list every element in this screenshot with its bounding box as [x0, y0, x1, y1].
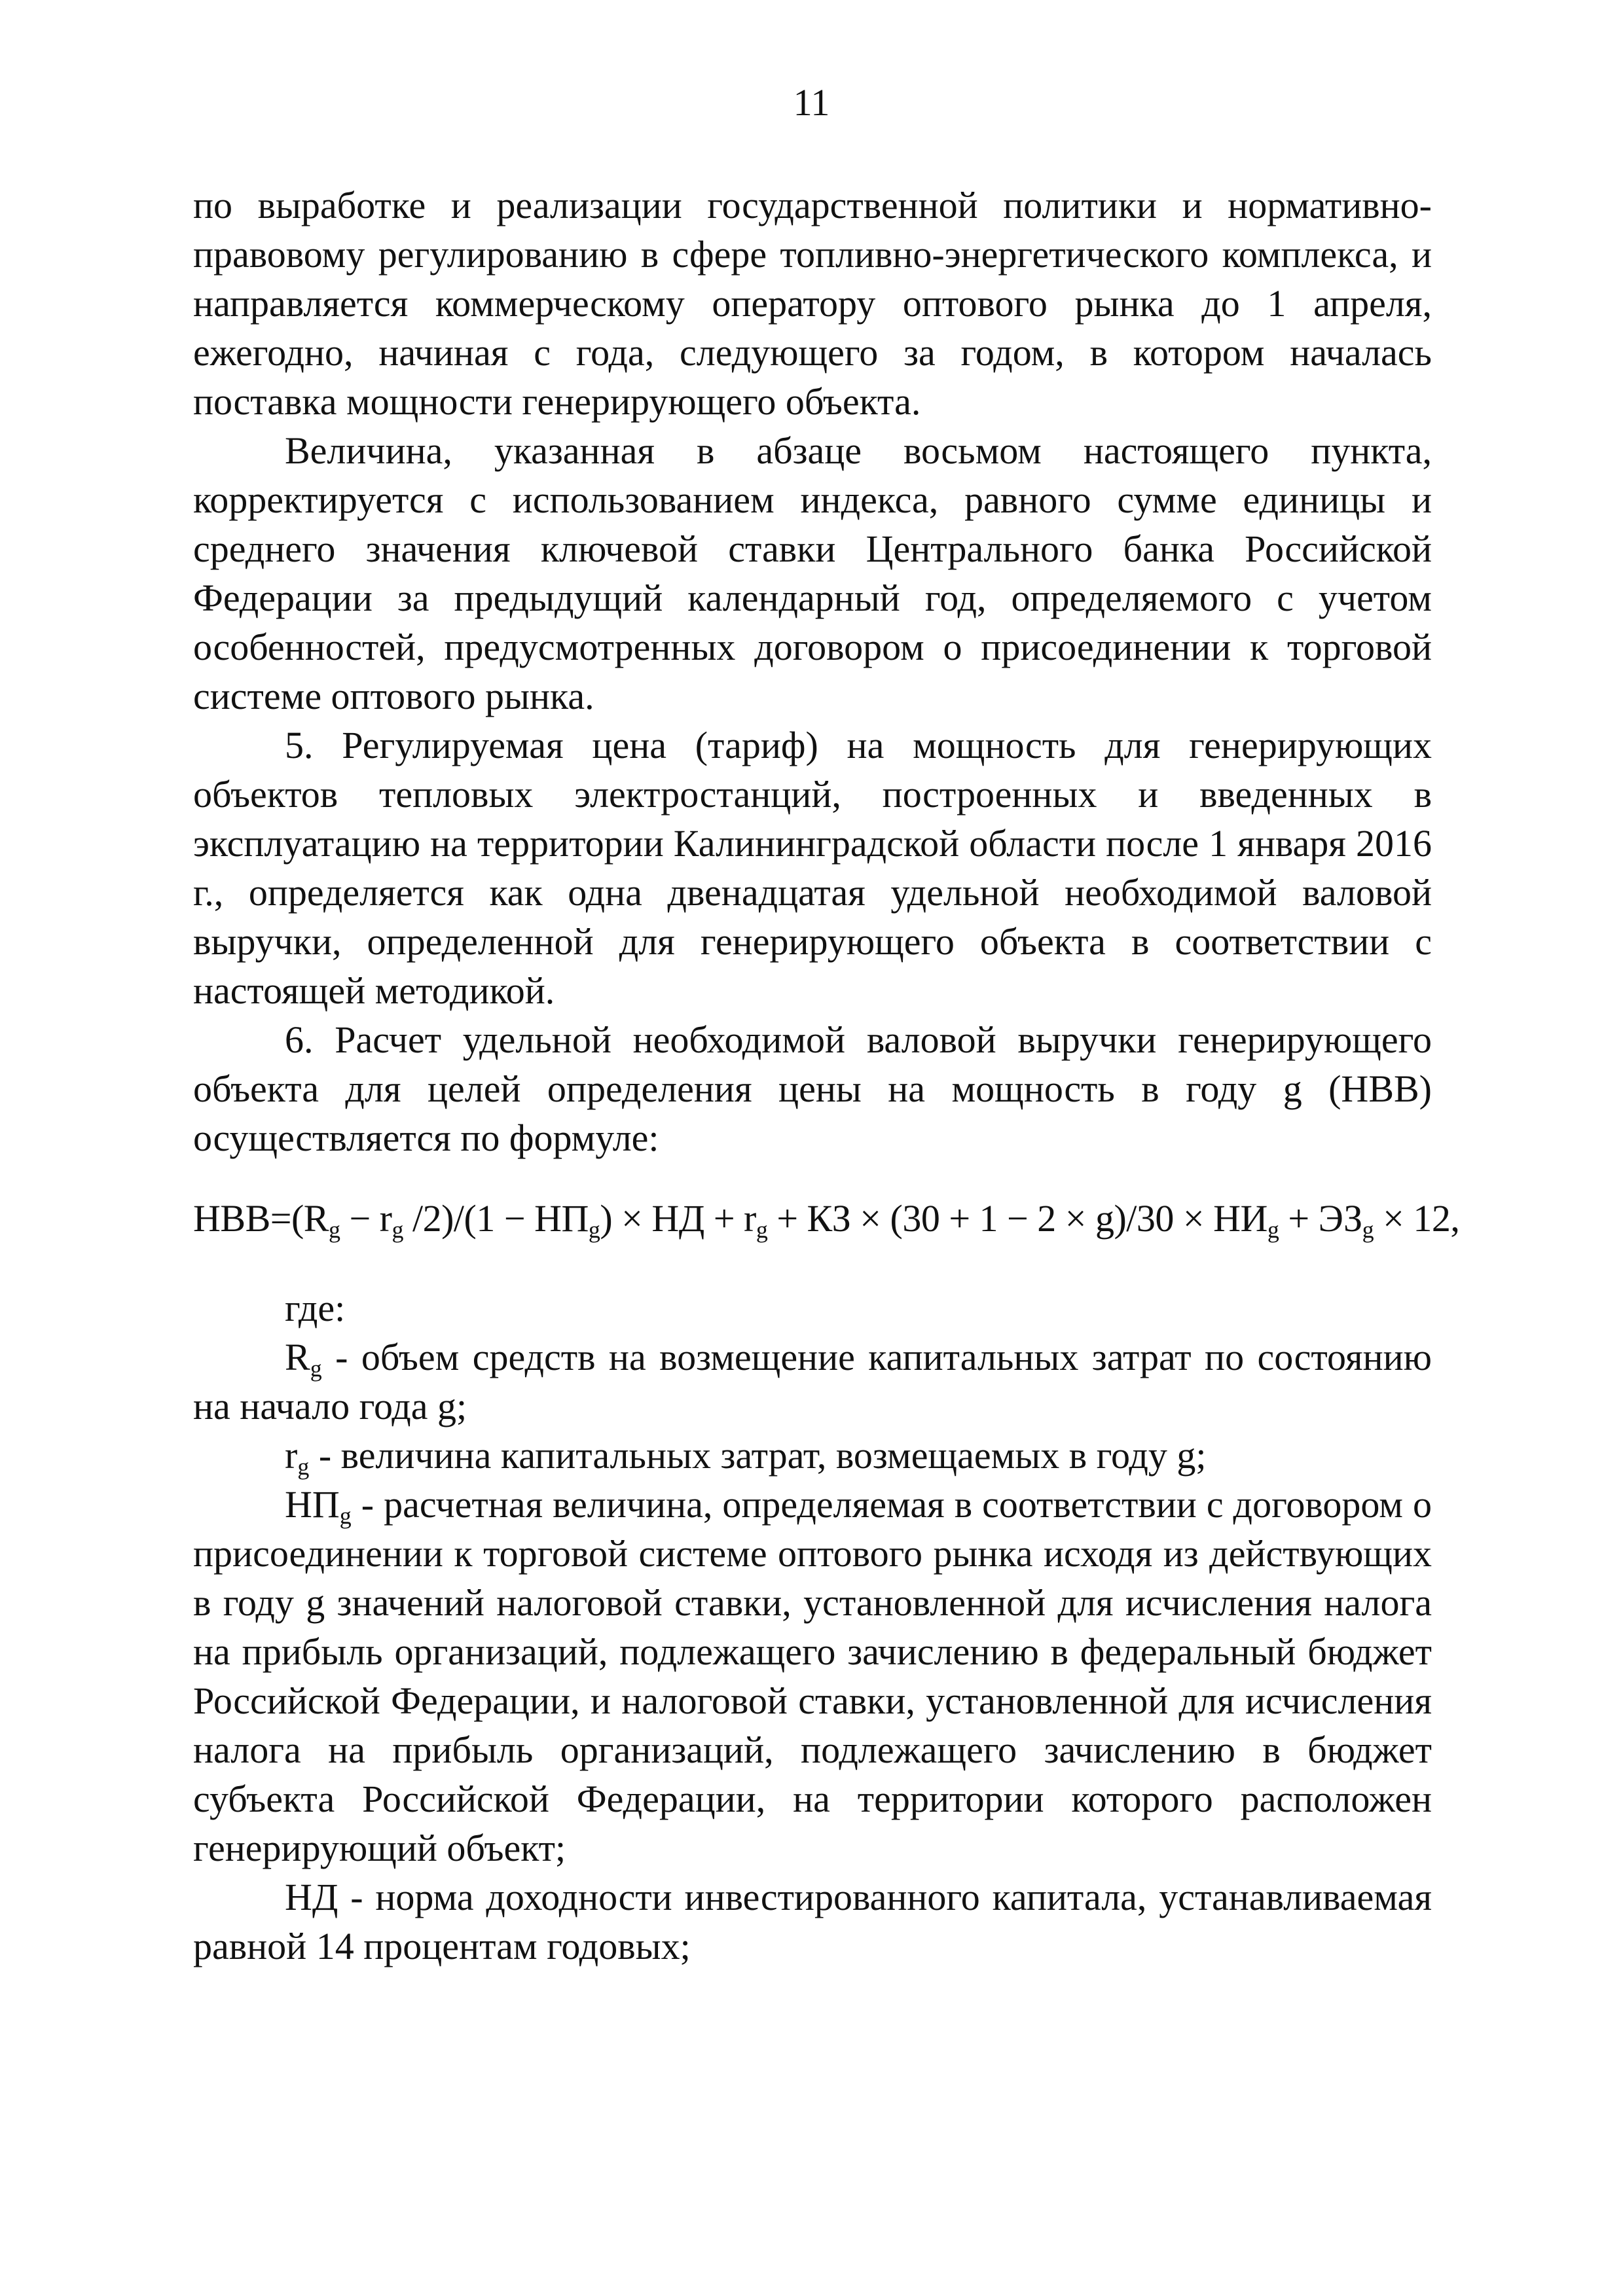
formula-part: + КЗ × (30 + 1 − 2 × g)/30 × НИ — [767, 1197, 1267, 1240]
where-label: где: — [285, 1287, 346, 1329]
paragraph: по выработке и реализации государственной политики и нормативно-правовому регулированию в сфере топливно-энергетического комплекса, и направляется коммерческому оператору оптового рынка до 1 апреля, ежегодно, начиная с года, следующего за годом, в котором началась поставка мощности генерирующего объекта. — [193, 184, 1432, 423]
formula-subscript: g — [328, 1217, 340, 1243]
formula-subscript: g — [1267, 1217, 1279, 1243]
paragraph: 6. Расчет удельной необходимой валовой выручки генерирующего объекта для целей определения цены на мощность в году g (НВВ) осуществляется по формуле: — [193, 1018, 1432, 1159]
document-body — [193, 181, 1460, 1971]
definition-subscript: g — [310, 1355, 322, 1382]
definition-subscript: g — [297, 1454, 310, 1480]
formula-subscript: g — [392, 1217, 403, 1243]
definition-rg-costs — [193, 1431, 1432, 1480]
formula — [193, 1194, 1460, 1243]
paragraph: 5. Регулируемая цена (тариф) на мощность для генерирующих объектов тепловых электростанций, построенных и введенных в эксплуатацию на территории Калининградской области после 1 января 2016 г., определяется как одна двенадцатая удельной необходимой валовой выручки, определенной для генерирующего объекта в соответствии с настоящей методикой. — [193, 724, 1432, 1012]
definition-symbol: НП — [285, 1483, 340, 1526]
formula-part: ) × НД + r — [600, 1197, 756, 1240]
definition-text: - объем средств на возмещение капитальных затрат по состоянию на начало года g; — [193, 1336, 1432, 1427]
page-number: 11 — [793, 81, 830, 124]
definition-subscript: g — [339, 1503, 352, 1529]
formula-part: + ЭЗ — [1279, 1197, 1362, 1240]
formula-subscript: g — [1362, 1217, 1374, 1243]
definition-symbol: R — [285, 1336, 310, 1378]
definition-nd: НД - норма доходности инвестированного капитала, устанавливаемая равной 14 процентам годовых; — [193, 1876, 1432, 1967]
formula-part: /2)/(1 − НП — [403, 1197, 589, 1240]
definition-np — [193, 1480, 1432, 1873]
definition-text: - расчетная величина, определяемая в соответствии с договором о присоединении к торговой системе оптового рынка исходя из действующих в году g значений налоговой ставки, установленной для исчисления налога на прибыль организаций, подлежащего зачислению в федеральный бюджет Российской Федерации, и налоговой ставки, установленной для исчисления налога на прибыль организаций, подлежащего зачислению в бюджет субъекта Российской Федерации, на территории которого расположен генерирующий объект; — [193, 1483, 1432, 1869]
paragraph: Величина, указанная в абзаце восьмом настоящего пункта, корректируется с использованием индекса, равного сумме единицы и среднего значения ключевой ставки Центрального банка Российской Федерации за предыдущий календарный год, определяемого с учетом особенностей, предусмотренных договором о присоединении к торговой системе оптового рынка. — [193, 429, 1432, 717]
formula-part: − r — [340, 1197, 392, 1240]
definition-text: - величина капитальных затрат, возмещаемых в году g; — [309, 1434, 1207, 1477]
formula-part: НВВ=(R — [193, 1197, 329, 1240]
definition-rg-capital — [193, 1333, 1432, 1431]
formula-part: × 12, — [1374, 1197, 1460, 1240]
formula-subscript: g — [588, 1217, 600, 1243]
definition-symbol: r — [285, 1434, 298, 1477]
formula-subscript: g — [756, 1217, 768, 1243]
